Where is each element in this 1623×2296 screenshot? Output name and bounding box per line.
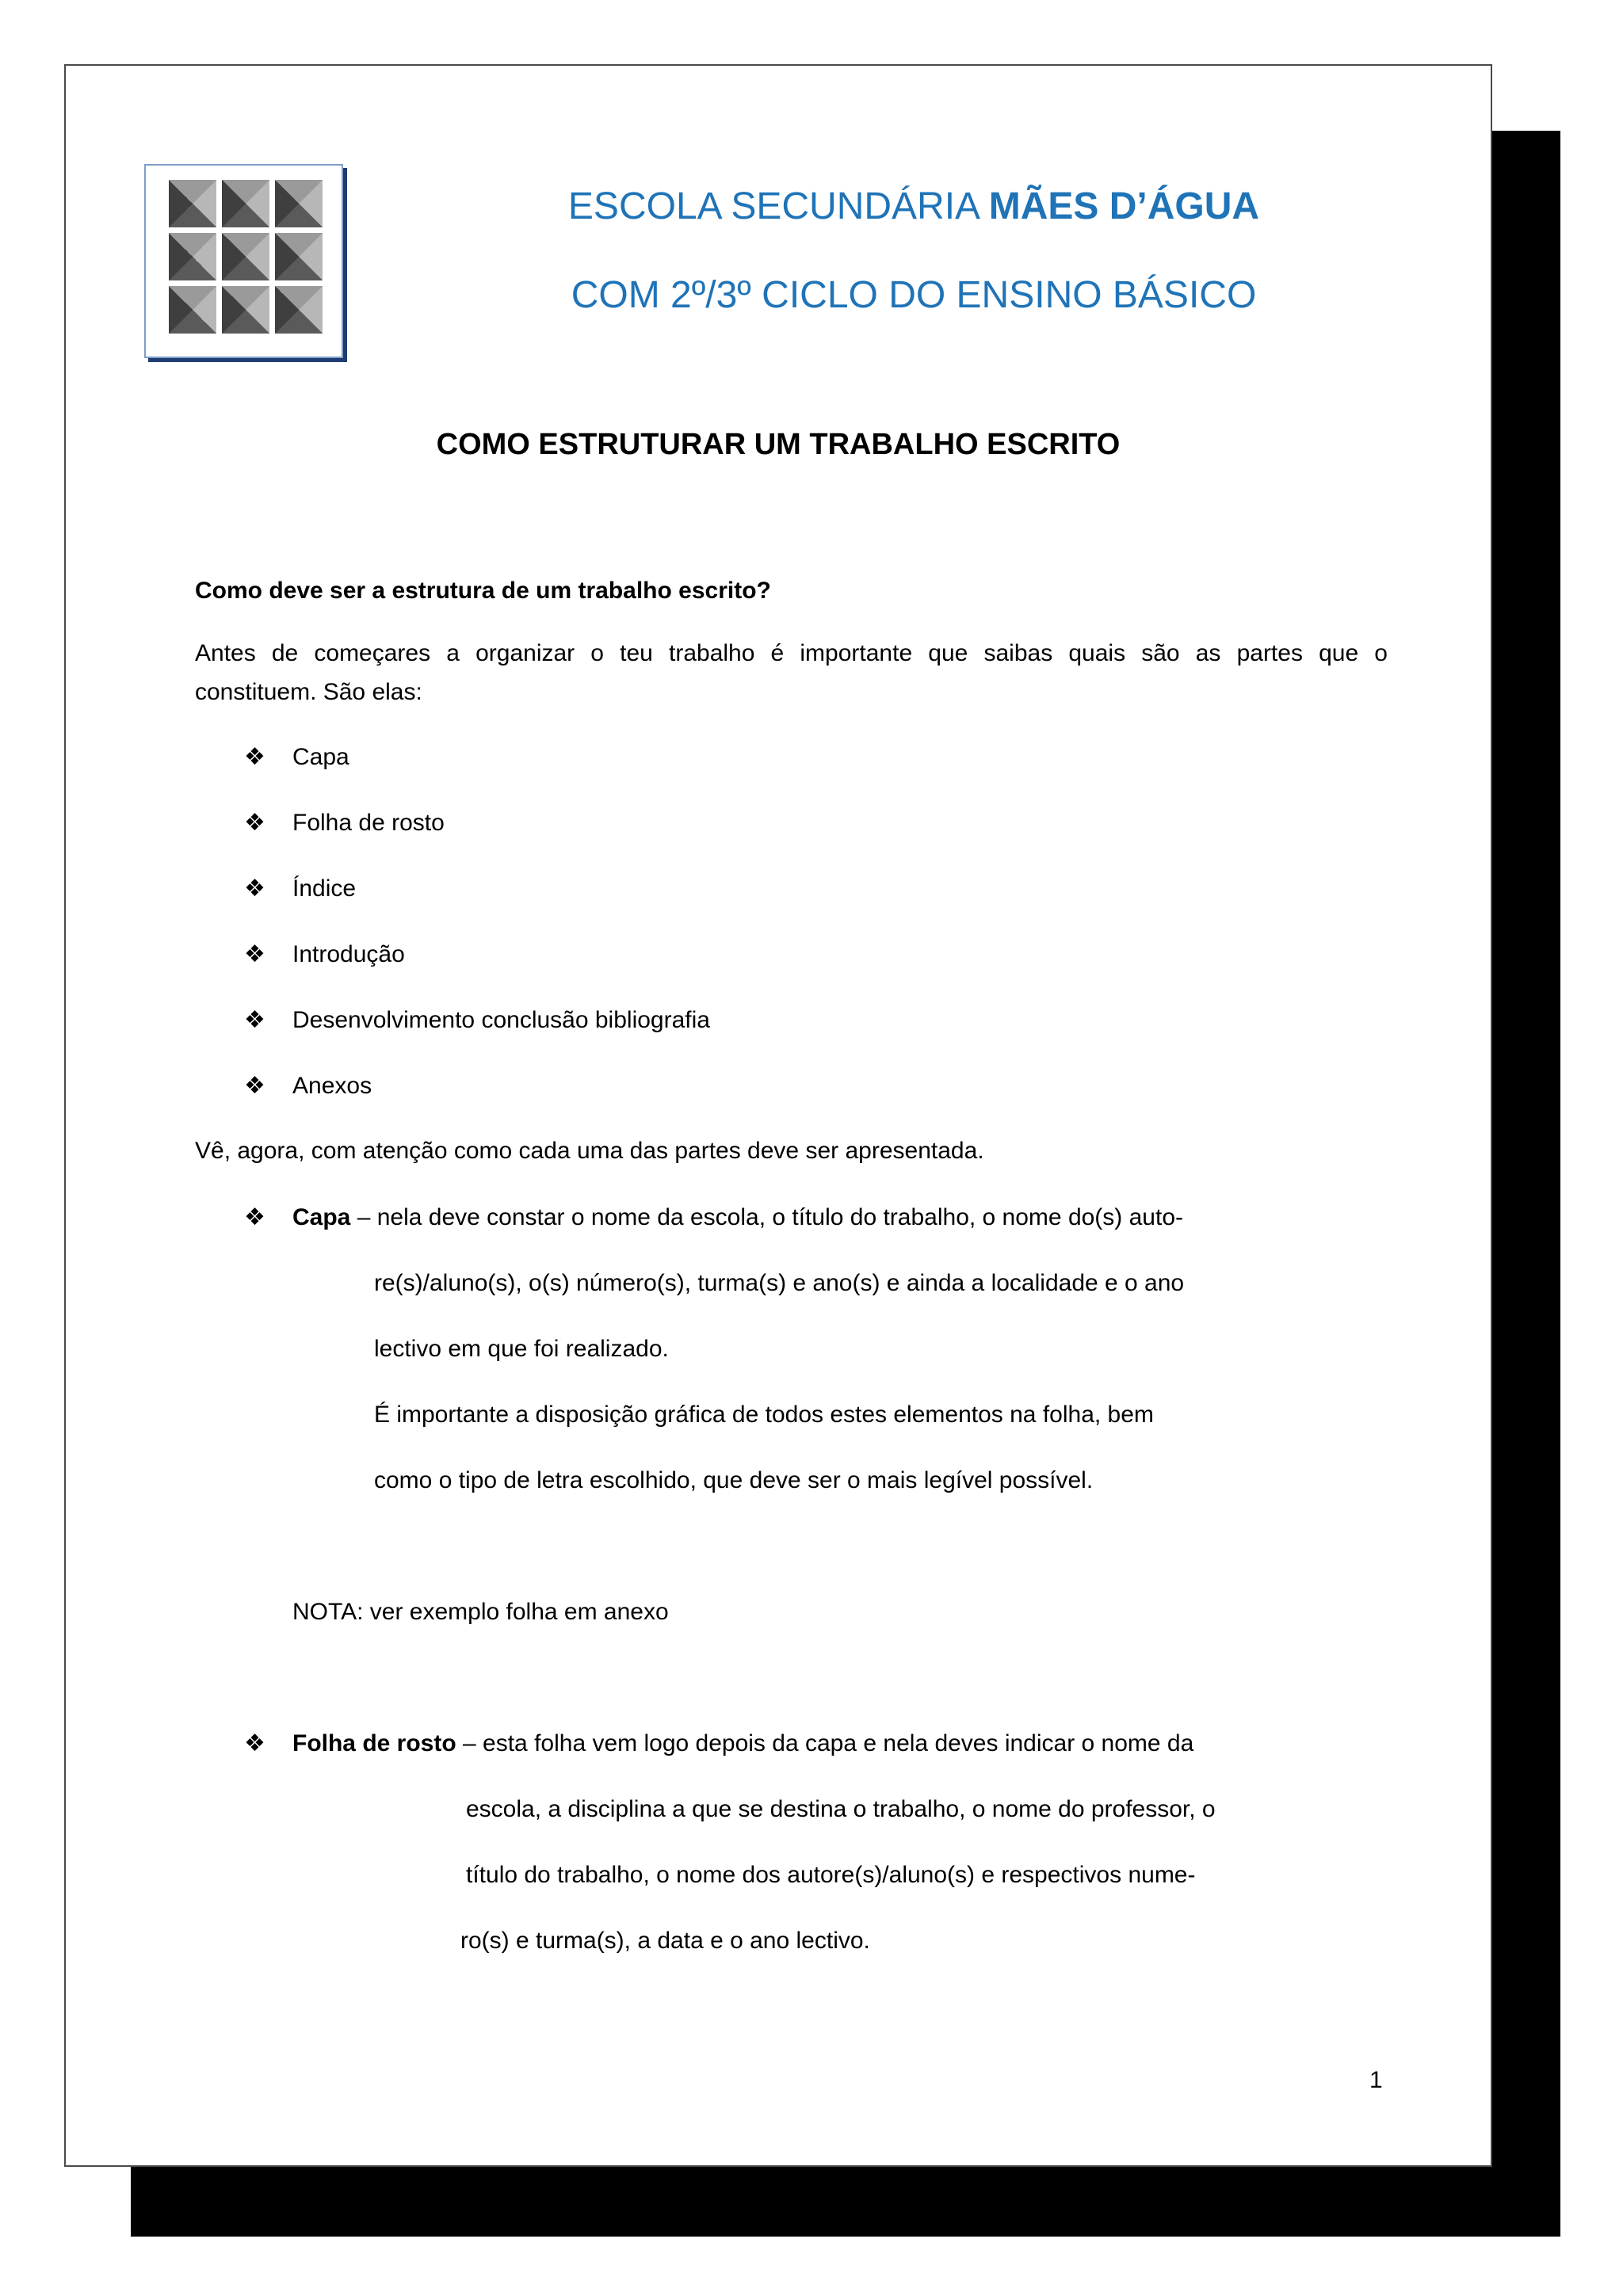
bullet-icon: ❖	[244, 810, 265, 836]
capa-note: NOTA: ver exemplo folha em anexo	[292, 1599, 669, 1625]
bullet-icon: ❖	[244, 744, 265, 770]
school-subtitle: COM 2º/3º CICLO DO ENSINO BÁSICO	[571, 274, 1257, 316]
folha-rosto-line-3: título do trabalho, o nome dos autore(s)/aluno(s) e respectivos nume-	[466, 1862, 1196, 1888]
capa-line-1	[292, 1206, 1183, 1230]
list-item-folha-de-rosto: Folha de rosto	[292, 810, 445, 836]
bullet-icon: ❖	[244, 875, 265, 902]
document-page	[64, 64, 1492, 2167]
page-number: 1	[1369, 2067, 1383, 2093]
list-item-capa: Capa	[292, 744, 349, 770]
folha-rosto-description: – esta folha vem logo depois da capa e nela deves indicar o nome da	[456, 1730, 1194, 1756]
capa-term: Capa	[292, 1204, 351, 1230]
capa-line-3: lectivo em que foi realizado.	[374, 1336, 669, 1362]
bullet-icon: ❖	[244, 1204, 265, 1230]
bullet-icon: ❖	[244, 1073, 265, 1099]
question-heading: Como deve ser a estrutura de um trabalho escrito?	[195, 578, 771, 604]
folha-rosto-line-2: escola, a disciplina a que se destina o trabalho, o nome do professor, o	[466, 1796, 1216, 1822]
intro-line-1: Antes de começares a organizar o teu trabalho é importante que saibas quais são as partes que o	[195, 640, 1388, 666]
bullet-icon: ❖	[244, 941, 265, 967]
bullet-icon: ❖	[244, 1730, 265, 1756]
school-name-regular: ESCOLA SECUNDÁRIA	[567, 185, 989, 227]
document-title: COMO ESTRUTURAR UM TRABALHO ESCRITO	[436, 428, 1121, 461]
intro-line-2: constituem. São elas:	[195, 679, 422, 705]
list-item-indice: Índice	[292, 875, 357, 902]
capa-line-5: como o tipo de letra escolhido, que deve ser o mais legível possível.	[374, 1467, 1094, 1493]
bullet-icon: ❖	[244, 1007, 265, 1033]
transition-text: Vê, agora, com atenção como cada uma das partes deve ser apresentada.	[195, 1138, 984, 1164]
folha-rosto-term: Folha de rosto	[292, 1730, 456, 1756]
capa-description: – nela deve constar o nome da escola, o título do trabalho, o nome do(s) auto-	[350, 1204, 1184, 1230]
school-name-bold: MÃES D’ÁGUA	[988, 185, 1260, 227]
list-item-introducao: Introdução	[292, 941, 405, 967]
school-logo-icon	[144, 164, 343, 358]
school-name	[399, 185, 1429, 228]
capa-line-4: É importante a disposição gráfica de todos estes elementos na folha, bem	[374, 1402, 1154, 1428]
list-item-desenvolvimento: Desenvolvimento conclusão bibliografia	[292, 1007, 710, 1033]
folha-rosto-line-1	[292, 1732, 1193, 1756]
capa-line-2: re(s)/aluno(s), o(s) número(s), turma(s) e ano(s) e ainda a localidade e o ano	[374, 1270, 1185, 1296]
list-item-anexos: Anexos	[292, 1073, 372, 1099]
folha-rosto-line-4: ro(s) e turma(s), a data e o ano lectivo.	[460, 1928, 870, 1954]
